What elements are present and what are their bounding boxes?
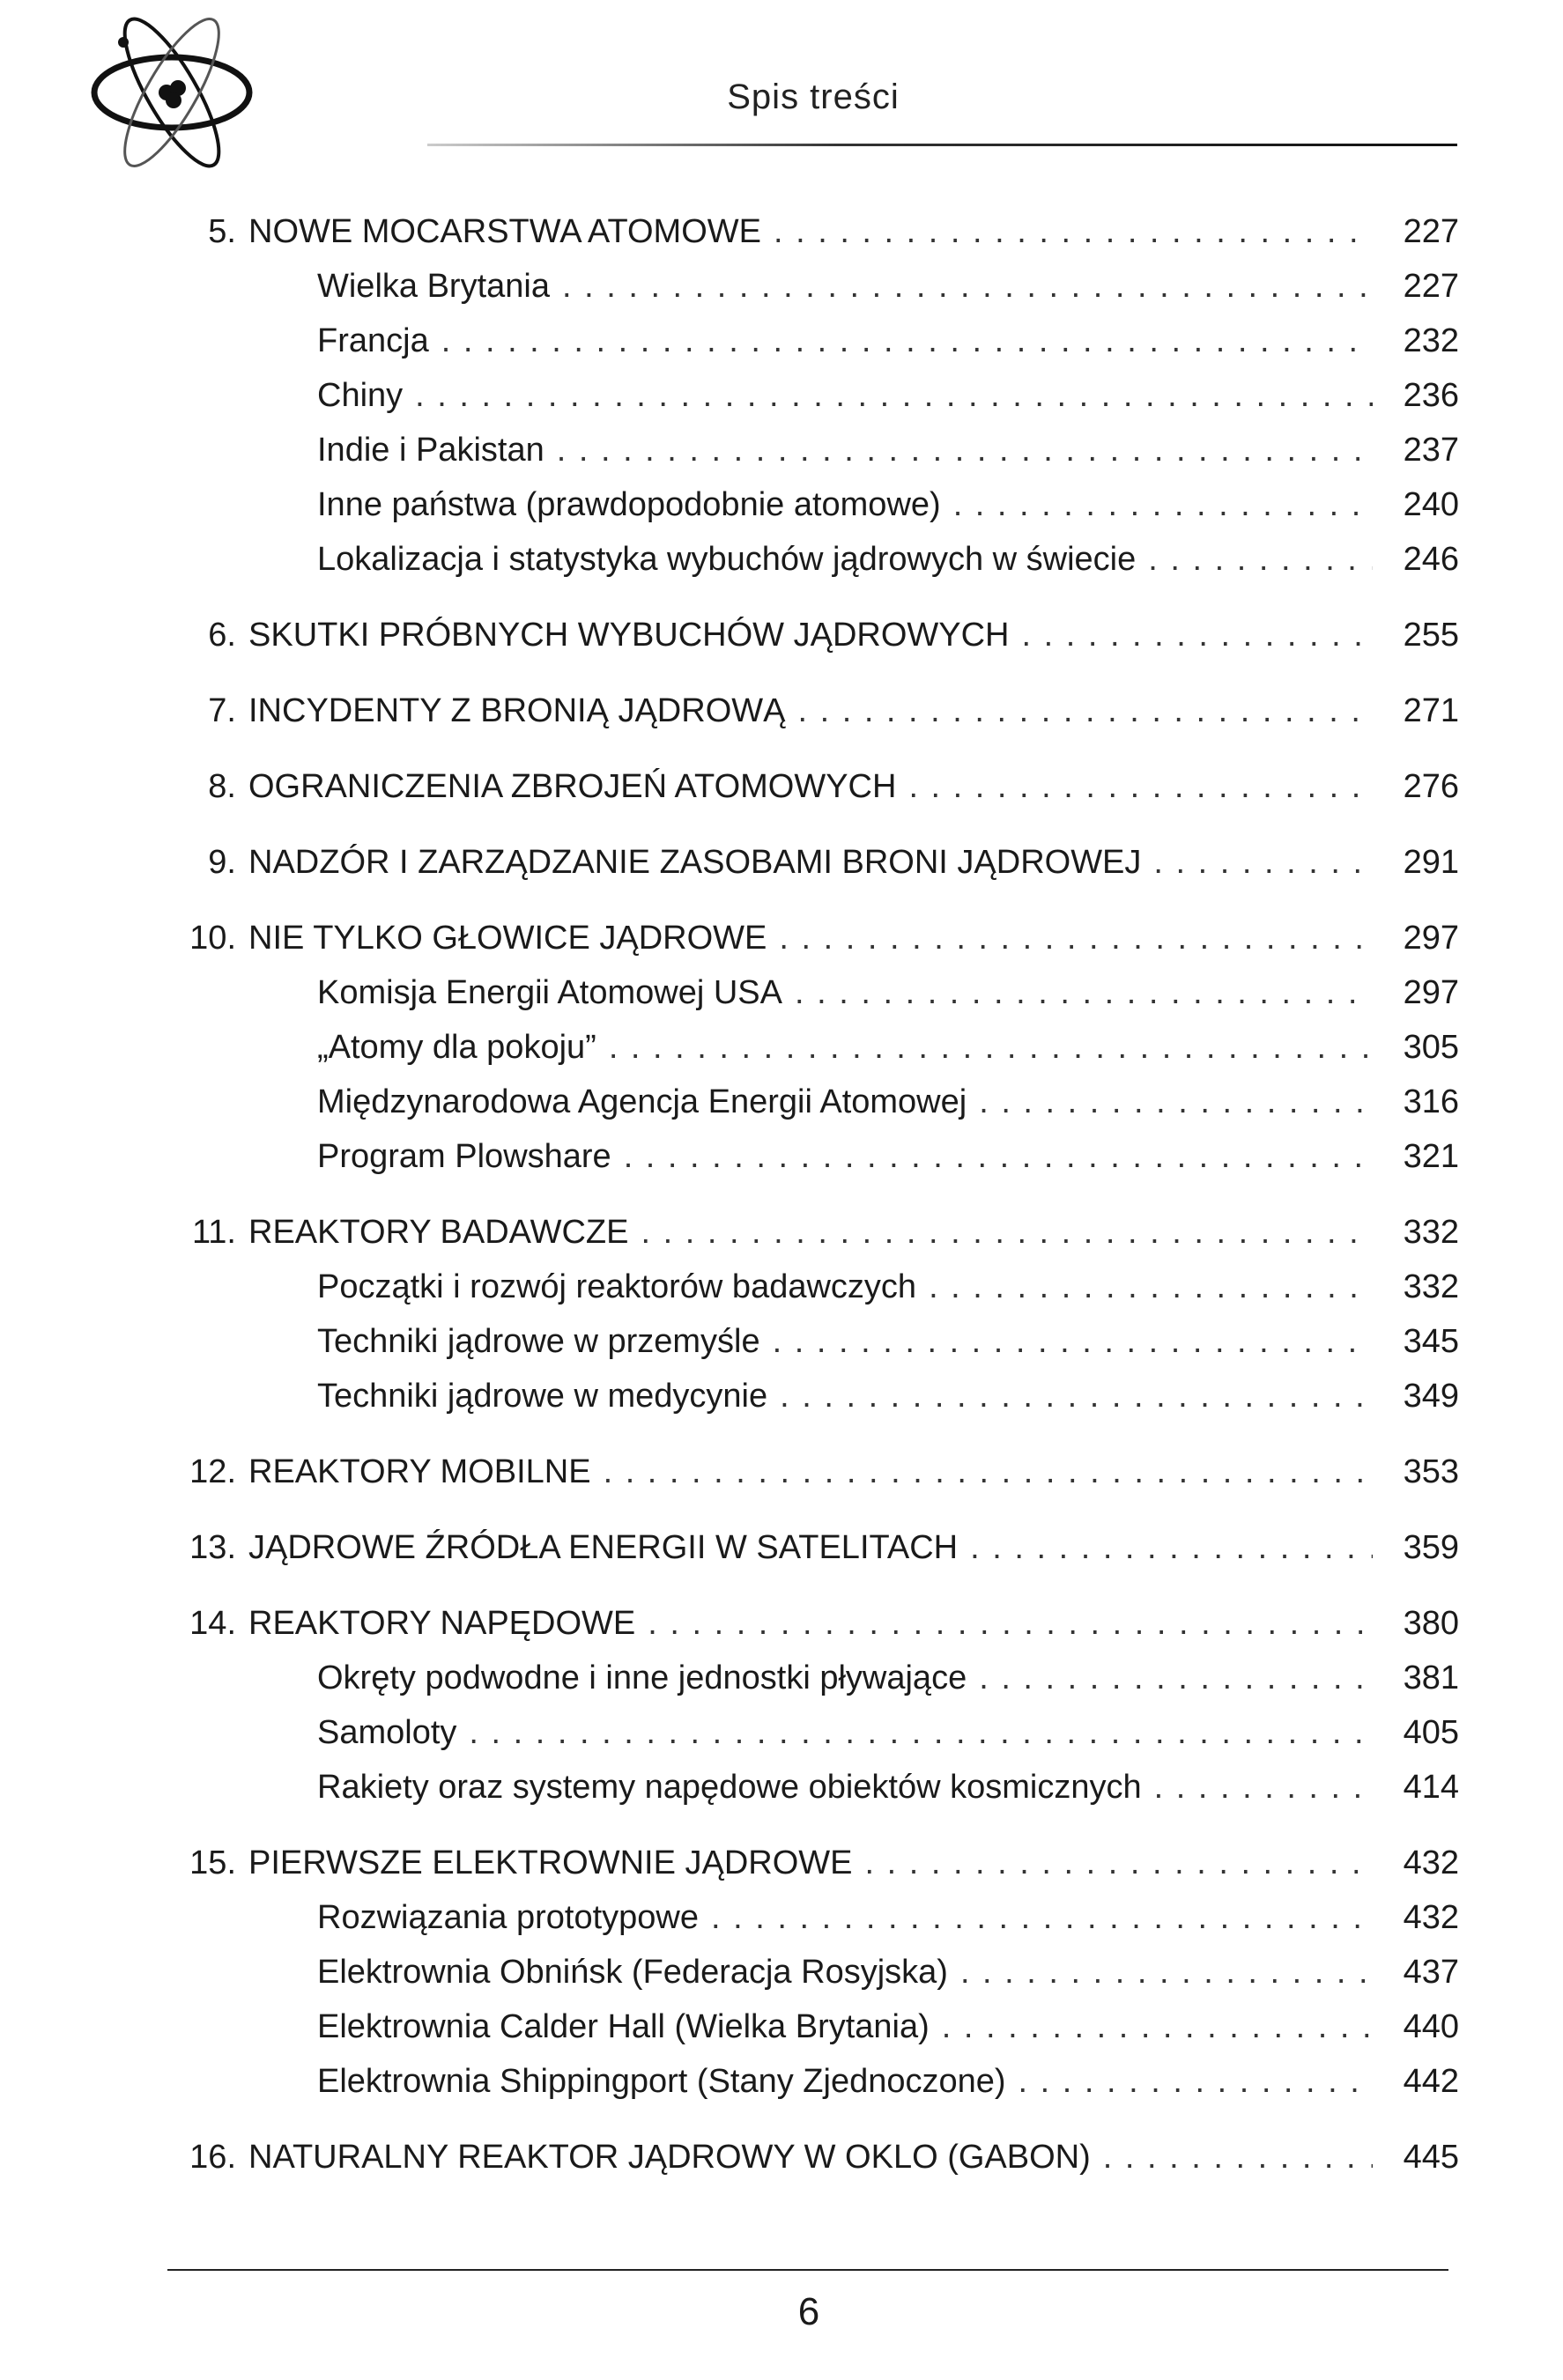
toc-subentry[interactable] — [167, 1020, 1459, 1075]
entry-title: REAKTORY NAPĘDOWE — [248, 1605, 636, 1642]
toc-group — [167, 759, 1459, 814]
page-ref: 255 — [1403, 617, 1459, 654]
page-ref: 432 — [1403, 1899, 1459, 1936]
page-ref: 237 — [1403, 432, 1459, 469]
toc-group — [167, 1836, 1459, 2109]
toc-chapter[interactable] — [167, 759, 1459, 814]
page-header-title: Spis treści — [727, 78, 900, 116]
toc-chapter[interactable] — [167, 204, 1459, 259]
entry-title: Inne państwa (prawdopodobnie atomowe) — [317, 486, 941, 523]
chapter-number: 10. — [189, 920, 236, 957]
page-ref: 345 — [1403, 1323, 1459, 1360]
dot-leader — [795, 965, 1373, 1020]
dot-leader — [609, 1020, 1373, 1075]
entry-title: Elektrownia Obnińsk (Federacja Rosyjska) — [317, 1954, 948, 1991]
page-ref: 271 — [1403, 692, 1459, 729]
dot-leader — [773, 1314, 1373, 1369]
page-ref: 332 — [1403, 1214, 1459, 1251]
dot-leader — [1019, 2054, 1373, 2109]
page-ref: 240 — [1403, 486, 1459, 523]
toc-subentry[interactable] — [167, 1651, 1459, 1705]
toc-subentry[interactable] — [167, 1999, 1459, 2054]
dot-leader — [864, 1836, 1373, 1890]
entry-title: Indie i Pakistan — [317, 432, 544, 469]
toc-chapter[interactable] — [167, 2130, 1459, 2184]
toc-group — [167, 1520, 1459, 1575]
entry-title: NADZÓR I ZARZĄDZANIE ZASOBAMI BRONI JĄDROWEJ — [248, 844, 1142, 881]
entry-title: Okręty podwodne i inne jednostki pływające — [317, 1659, 967, 1696]
footer-divider — [167, 2269, 1448, 2271]
toc-chapter[interactable] — [167, 1205, 1459, 1260]
dot-leader — [1148, 532, 1373, 587]
dot-leader — [908, 759, 1373, 814]
page-ref: 227 — [1403, 213, 1459, 250]
page-ref: 405 — [1403, 1714, 1459, 1751]
page-ref: 227 — [1403, 268, 1459, 305]
page-ref: 349 — [1403, 1378, 1459, 1415]
dot-leader — [780, 1369, 1373, 1423]
toc-subentry[interactable] — [167, 368, 1459, 423]
entry-title: Elektrownia Calder Hall (Wielka Brytania) — [317, 2008, 930, 2045]
dot-leader — [979, 1651, 1373, 1705]
page-ref: 381 — [1403, 1659, 1459, 1696]
page-ref: 297 — [1403, 974, 1459, 1011]
page-ref: 276 — [1403, 768, 1459, 805]
entry-title: NATURALNY REAKTOR JĄDROWY W OKLO (GABON) — [248, 2139, 1091, 2176]
toc-subentry[interactable] — [167, 532, 1459, 587]
toc-group — [167, 1445, 1459, 1499]
chapter-number: 13. — [189, 1529, 236, 1566]
toc-subentry[interactable] — [167, 1945, 1459, 1999]
dot-leader — [1153, 835, 1373, 890]
dot-leader — [711, 1890, 1373, 1945]
dot-leader — [979, 1075, 1373, 1129]
entry-title: Międzynarodowa Agencja Energii Atomowej — [317, 1083, 967, 1120]
dot-leader — [797, 684, 1373, 738]
dot-leader — [557, 423, 1373, 477]
dot-leader — [929, 1260, 1373, 1314]
page-ref: 232 — [1403, 322, 1459, 359]
dot-leader — [624, 1129, 1373, 1184]
toc-chapter[interactable] — [167, 1596, 1459, 1651]
toc-subentry[interactable] — [167, 1890, 1459, 1945]
toc-subentry[interactable] — [167, 1314, 1459, 1369]
toc-chapter[interactable] — [167, 608, 1459, 662]
entry-title: NOWE MOCARSTWA ATOMOWE — [248, 213, 761, 250]
toc-chapter[interactable] — [167, 1520, 1459, 1575]
dot-leader — [1021, 608, 1373, 662]
toc-subentry[interactable] — [167, 477, 1459, 532]
page-ref: 380 — [1403, 1605, 1459, 1642]
dot-leader — [469, 1705, 1373, 1760]
toc-subentry[interactable] — [167, 314, 1459, 368]
page-ref: 236 — [1403, 377, 1459, 414]
entry-title: Program Plowshare — [317, 1138, 611, 1175]
toc-subentry[interactable] — [167, 259, 1459, 314]
dot-leader — [779, 911, 1373, 965]
chapter-number: 6. — [208, 617, 236, 654]
chapter-number: 11. — [191, 1214, 236, 1251]
page-ref: 442 — [1403, 2063, 1459, 2100]
page-ref: 332 — [1403, 1268, 1459, 1305]
toc-subentry[interactable] — [167, 1369, 1459, 1423]
toc-subentry[interactable] — [167, 965, 1459, 1020]
toc-chapter[interactable] — [167, 911, 1459, 965]
entry-title: Samoloty — [317, 1714, 457, 1751]
chapter-number: 12. — [189, 1453, 236, 1490]
chapter-number: 5. — [208, 213, 236, 250]
dot-leader — [648, 1596, 1373, 1651]
header-divider — [427, 144, 1457, 146]
entry-title: Techniki jądrowe w przemyśle — [317, 1323, 760, 1360]
dot-leader — [942, 1999, 1373, 2054]
dot-leader — [641, 1205, 1373, 1260]
entry-title: SKUTKI PRÓBNYCH WYBUCHÓW JĄDROWYCH — [248, 617, 1010, 654]
page-number: 6 — [797, 2290, 820, 2333]
page-ref: 432 — [1403, 1844, 1459, 1881]
toc-subentry[interactable] — [167, 1075, 1459, 1129]
entry-title: Rakiety oraz systemy napędowe obiektów kosmicznych — [317, 1769, 1142, 1806]
entry-title: REAKTORY BADAWCZE — [248, 1214, 629, 1251]
page-ref: 316 — [1403, 1083, 1459, 1120]
dot-leader — [970, 1520, 1373, 1575]
toc-group — [167, 1205, 1459, 1423]
entry-title: Francja — [317, 322, 429, 359]
toc-group — [167, 608, 1459, 662]
entry-title: Wielka Brytania — [317, 268, 550, 305]
dot-leader — [415, 368, 1373, 423]
chapter-number: 16. — [189, 2139, 236, 2176]
dot-leader — [1154, 1760, 1373, 1815]
page-ref: 297 — [1403, 920, 1459, 957]
page-ref: 353 — [1403, 1453, 1459, 1490]
toc-chapter[interactable] — [167, 835, 1459, 890]
dot-leader — [953, 477, 1373, 532]
page-ref: 246 — [1403, 541, 1459, 578]
toc-subentry[interactable] — [167, 1760, 1459, 1815]
page-ref: 291 — [1403, 844, 1459, 881]
toc-subentry[interactable] — [167, 423, 1459, 477]
toc-subentry[interactable] — [167, 1260, 1459, 1314]
entry-title: JĄDROWE ŹRÓDŁA ENERGII W SATELITACH — [248, 1529, 959, 1566]
page-ref: 359 — [1403, 1529, 1459, 1566]
toc-chapter[interactable] — [167, 684, 1459, 738]
toc-chapter[interactable] — [167, 1445, 1459, 1499]
page-ref: 440 — [1403, 2008, 1459, 2045]
entry-title: Techniki jądrowe w medycynie — [317, 1378, 768, 1415]
dot-leader — [960, 1945, 1373, 1999]
entry-title: Chiny — [317, 377, 404, 414]
page-ref: 445 — [1403, 2139, 1459, 2176]
entry-title: Rozwiązania prototypowe — [317, 1899, 700, 1936]
toc-group — [167, 835, 1459, 890]
toc-subentry[interactable] — [167, 1129, 1459, 1184]
entry-title: NIE TYLKO GŁOWICE JĄDROWE — [248, 920, 767, 957]
entry-title: INCYDENTY Z BRONIĄ JĄDROWĄ — [248, 692, 786, 729]
page-ref: 305 — [1403, 1029, 1459, 1066]
entry-title: Lokalizacja i statystyka wybuchów jądrowych w świecie — [317, 541, 1137, 578]
dot-leader — [441, 314, 1373, 368]
entry-title: PIERWSZE ELEKTROWNIE JĄDROWE — [248, 1844, 853, 1881]
entry-title: Elektrownia Shippingport (Stany Zjednoczone) — [317, 2063, 1006, 2100]
page-ref: 321 — [1403, 1138, 1459, 1175]
chapter-number: 15. — [189, 1844, 236, 1881]
toc-group — [167, 911, 1459, 1184]
page-ref: 437 — [1403, 1954, 1459, 1991]
entry-title: Początki i rozwój reaktorów badawczych — [317, 1268, 917, 1305]
toc-group — [167, 684, 1459, 738]
dot-leader — [604, 1445, 1373, 1499]
toc-subentry[interactable] — [167, 1705, 1459, 1760]
toc-group — [167, 204, 1459, 587]
toc-group — [167, 2130, 1459, 2184]
toc-subentry[interactable] — [167, 2054, 1459, 2109]
page-ref: 414 — [1403, 1769, 1459, 1806]
chapter-number: 14. — [189, 1605, 236, 1642]
chapter-number: 8. — [208, 768, 236, 805]
entry-title: „Atomy dla pokoju” — [317, 1029, 596, 1066]
table-of-contents — [167, 204, 1459, 2206]
toc-chapter[interactable] — [167, 1836, 1459, 1890]
toc-group — [167, 1596, 1459, 1815]
dot-leader — [774, 204, 1373, 259]
dot-leader — [1103, 2130, 1373, 2184]
entry-title: REAKTORY MOBILNE — [248, 1453, 591, 1490]
dot-leader — [562, 259, 1373, 314]
entry-title: Komisja Energii Atomowej USA — [317, 974, 782, 1011]
entry-title: OGRANICZENIA ZBROJEŃ ATOMOWYCH — [248, 768, 897, 805]
chapter-number: 9. — [208, 844, 236, 881]
chapter-number: 7. — [208, 692, 236, 729]
